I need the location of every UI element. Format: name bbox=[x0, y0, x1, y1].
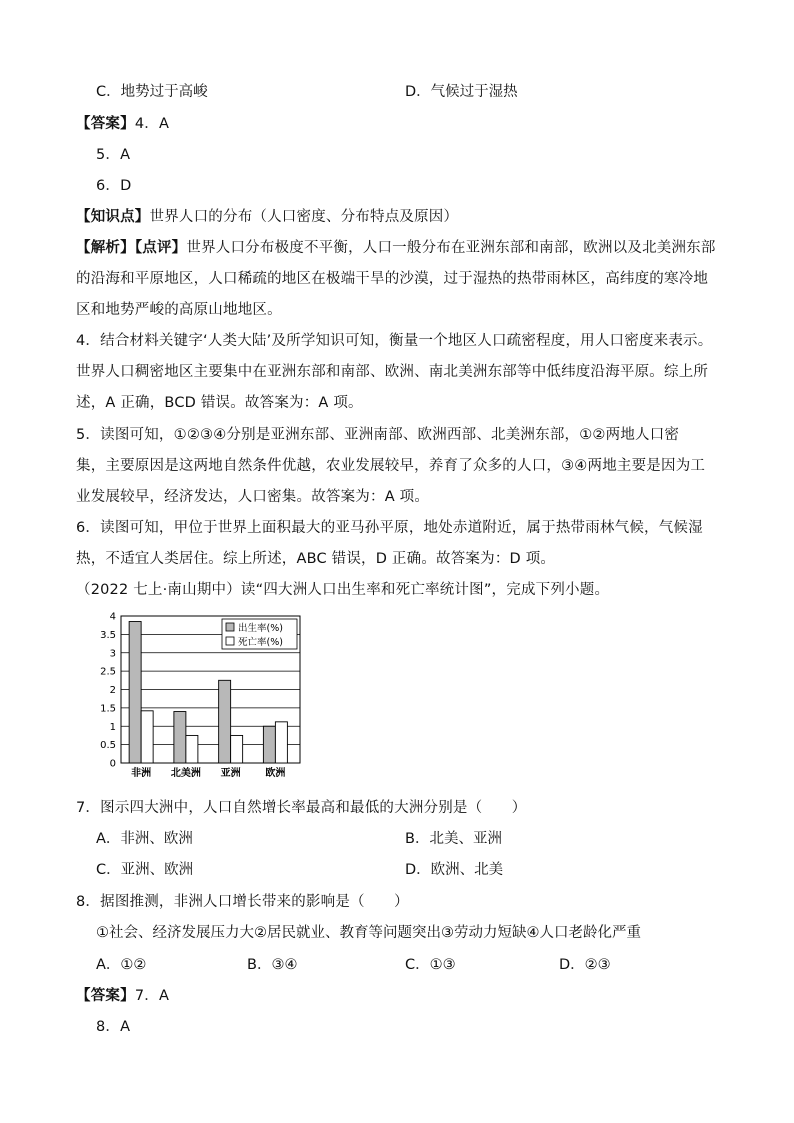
explanation-6-line-2: 热，不适宜人类居住。综上所述，ABC 错误，D 正确。故答案为：D 项。 bbox=[76, 551, 556, 567]
explanation-5-line-3: 业发展较早，经济发达，人口密集。故答案为：A 项。 bbox=[76, 489, 430, 505]
birth-rate-bar bbox=[263, 726, 275, 763]
y-tick-label: 4 bbox=[109, 611, 116, 623]
q8-items: ①社会、经济发展压力大②居民就业、教育等问题突出③劳动力短缺④人口老龄化严重 bbox=[96, 925, 641, 941]
answer-5: 5．A bbox=[96, 147, 131, 163]
y-tick-label: 2 bbox=[109, 685, 116, 696]
birth-rate-bar bbox=[174, 712, 186, 763]
legend-label: 出生率(%) bbox=[238, 623, 283, 634]
answer-line-1 bbox=[76, 115, 169, 133]
answer-text: 4．A bbox=[134, 116, 170, 132]
explanation-5-line-1: 5．读图可知，①②③④分别是亚洲东部、亚洲南部、欧洲西部、北美洲东部，①②两地人口密 bbox=[76, 427, 680, 443]
q3-option-d[interactable]: D．气候过于湿热 bbox=[405, 84, 518, 100]
answer-line-2 bbox=[76, 987, 169, 1005]
explanation-4-line-2: 世界人口稠密地区主要集中在亚洲东部和南部、欧洲、南北美洲东部等中低纬度沿海平原。综上所 bbox=[76, 364, 709, 380]
birth-rate-bar bbox=[129, 622, 141, 763]
knowledge-tag: 【知识点】 bbox=[76, 209, 150, 225]
q8-option-a[interactable]: A．①② bbox=[96, 957, 147, 973]
q7-option-d[interactable]: D．欧洲、北美 bbox=[405, 862, 504, 878]
death-rate-bar bbox=[275, 722, 287, 763]
x-category-label: 非洲 bbox=[131, 768, 152, 779]
x-category-label: 北美洲 bbox=[170, 768, 201, 779]
comment-tag: 【点评】 bbox=[134, 240, 187, 256]
y-tick-label: 3 bbox=[109, 648, 116, 660]
knowledge-text: 世界人口的分布（人口密度、分布特点及原因） bbox=[149, 209, 459, 225]
y-tick-label: 1.5 bbox=[100, 703, 116, 715]
y-tick-label: 0 bbox=[109, 758, 116, 770]
analysis-text-1: 世界人口分布极度不平衡，人口一般分布在亚洲东部和南部，欧洲以及北美洲东部 bbox=[186, 240, 716, 256]
legend-swatch bbox=[226, 623, 234, 631]
q8-option-c[interactable]: C．①③ bbox=[405, 957, 456, 973]
question-intro: （2022 七上·南山期中）读“四大洲人口出生率和死亡率统计图”，完成下列小题。 bbox=[76, 582, 610, 598]
analysis-line-3: 区和地势严峻的高原山地地区。 bbox=[76, 302, 282, 318]
answer-tag: 【答案】 bbox=[76, 116, 135, 132]
death-rate-bar bbox=[186, 735, 198, 763]
birth-rate-bar bbox=[219, 680, 231, 763]
explanation-5-line-2: 集，主要原因是这两地自然条件优越，农业发展较早，养育了众多的人口，③④两地主要是因为工 bbox=[76, 458, 706, 474]
knowledge-line bbox=[76, 208, 458, 226]
q8-option-b[interactable]: B．③④ bbox=[247, 957, 298, 973]
explanation-4-line-3: 述，A 正确，BCD 错误。故答案为：A 项。 bbox=[76, 395, 363, 411]
y-tick-label: 1 bbox=[109, 721, 116, 733]
y-tick-label: 0.5 bbox=[100, 740, 116, 752]
legend-label: 死亡率(%) bbox=[238, 637, 283, 648]
q8-option-d[interactable]: D．②③ bbox=[559, 957, 611, 973]
q3-option-c[interactable]: C．地势过于高峻 bbox=[96, 84, 208, 100]
answer-6: 6．D bbox=[96, 178, 132, 194]
explanation-4-line-1: 4．结合材料关键字‘人类大陆’及所学知识可知，衡量一个地区人口疏密程度，用人口密度来表示。 bbox=[76, 333, 713, 349]
y-tick-label: 2.5 bbox=[100, 666, 116, 678]
death-rate-bar bbox=[231, 735, 243, 763]
q7-option-c[interactable]: C．亚洲、欧洲 bbox=[96, 862, 194, 878]
x-category-label: 欧洲 bbox=[265, 768, 286, 779]
q8-stem: 8．据图推测，非洲人口增长带来的影响是（ ） bbox=[76, 894, 409, 910]
birth-death-rate-chart bbox=[94, 610, 306, 782]
explanation-6-line-1: 6．读图可知，甲位于世界上面积最大的亚马孙平原，地处赤道附近，属于热带雨林气候，气候湿 bbox=[76, 520, 703, 536]
answer-8: 8．A bbox=[96, 1019, 131, 1035]
analysis-line-2: 的沿海和平原地区，人口稀疏的地区在极端干旱的沙漠，过于湿热的热带雨林区，高纬度的寒冷地 bbox=[76, 271, 709, 287]
q7-option-b[interactable]: B．北美、亚洲 bbox=[405, 831, 502, 847]
analysis-tag: 【解析】 bbox=[76, 240, 135, 256]
death-rate-bar bbox=[141, 711, 153, 763]
q7-stem: 7．图示四大洲中，人口自然增长率最高和最低的大洲分别是（ ） bbox=[76, 800, 527, 816]
answer-tag-2: 【答案】 bbox=[76, 988, 135, 1004]
answer-text-2: 7．A bbox=[134, 988, 170, 1004]
x-category-label: 亚洲 bbox=[220, 768, 241, 779]
legend-swatch bbox=[226, 637, 234, 645]
y-tick-label: 3.5 bbox=[100, 629, 116, 641]
analysis-line-1 bbox=[76, 239, 716, 257]
q7-option-a[interactable]: A．非洲、欧洲 bbox=[96, 831, 193, 847]
